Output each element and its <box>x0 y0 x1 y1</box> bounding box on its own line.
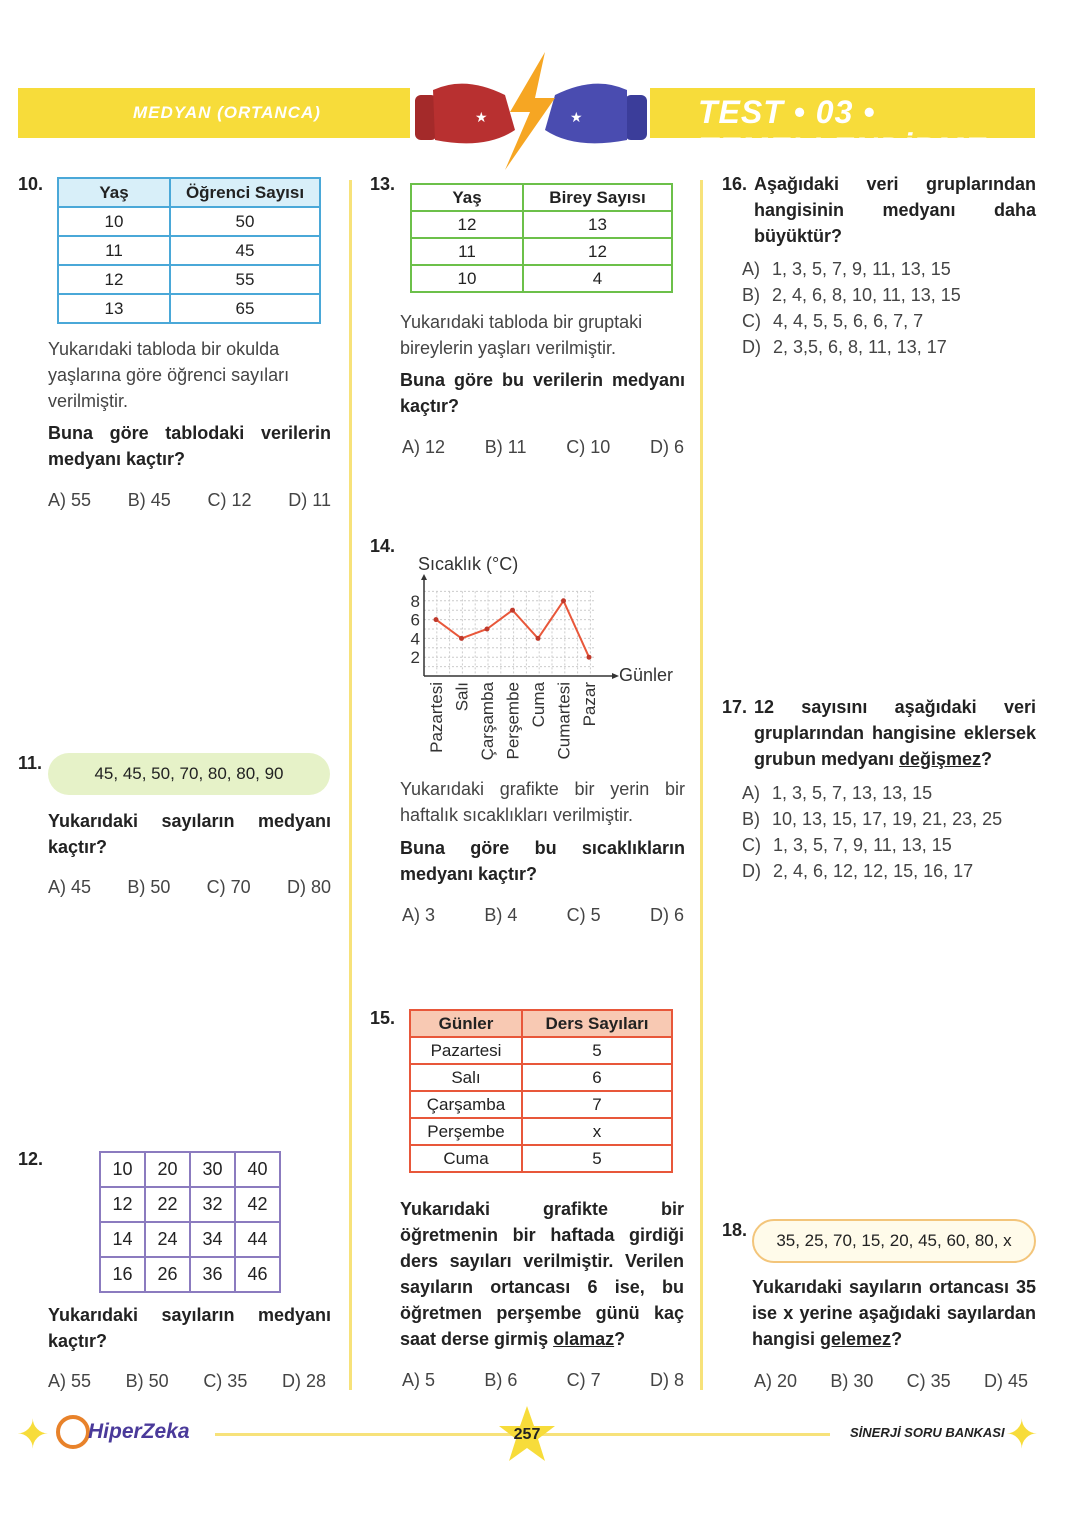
series-name: SİNERJİ SORU BANKASI <box>850 1425 1005 1440</box>
cell: 24 <box>145 1222 190 1257</box>
temperature-line-chart <box>390 550 710 775</box>
cell: Salı <box>410 1064 522 1091</box>
column-header: Birey Sayısı <box>523 184 672 211</box>
table-row <box>411 265 672 292</box>
option-d[interactable]: D) 28 <box>281 1371 326 1391</box>
question-prompt <box>400 1196 684 1352</box>
cell: 7 <box>522 1091 672 1118</box>
cell: 12 <box>411 211 523 238</box>
cell: 36 <box>190 1257 235 1292</box>
data-point <box>459 636 464 641</box>
cell: 14 <box>100 1222 145 1257</box>
question-number: 18. <box>722 1220 748 1240</box>
cell: Perşembe <box>410 1118 522 1145</box>
table-row <box>410 1091 672 1118</box>
answer-options <box>754 1371 1028 1392</box>
cell: x <box>522 1118 672 1145</box>
option-d[interactable]: D) 6 <box>649 437 684 457</box>
table-row <box>411 238 672 265</box>
emphasis: değişmez <box>899 749 982 769</box>
option-value: 2, 4, 6, 12, 12, 15, 16, 17 <box>773 861 974 881</box>
option-b[interactable]: B) 11 <box>484 437 527 457</box>
column-header: Yaş <box>58 178 170 207</box>
option-value: 2, 4, 6, 8, 10, 11, 13, 15 <box>772 285 961 305</box>
table-row <box>411 211 672 238</box>
data-point <box>434 617 439 622</box>
cell: 6 <box>522 1064 672 1091</box>
table-row <box>58 207 320 236</box>
option-a[interactable]: A) 3 <box>402 905 436 925</box>
table-row <box>410 1037 672 1064</box>
question-prompt: Buna göre bu verilerin medyanı kaçtır? <box>400 370 685 416</box>
x-tick-label: Cuma <box>529 682 548 728</box>
star-icon: ✦ <box>1005 1413 1039 1457</box>
prompt-end: ? <box>614 1329 626 1349</box>
column-header: Öğrenci Sayısı <box>170 178 320 207</box>
answer-options <box>48 490 331 511</box>
table-row <box>410 1064 672 1091</box>
option-letter: C) <box>742 835 761 855</box>
cell: 13 <box>523 211 672 238</box>
question-number: 14. <box>370 536 396 556</box>
cell: 45 <box>170 236 320 265</box>
cell: 13 <box>58 294 170 323</box>
question-number: 12. <box>18 1149 44 1169</box>
cell: 12 <box>523 238 672 265</box>
option-b[interactable] <box>742 282 961 308</box>
y-axis-arrow <box>421 574 427 580</box>
cell: 12 <box>100 1187 145 1222</box>
y-axis-label: Sıcaklık (°C) <box>418 554 519 574</box>
cell: 4 <box>523 265 672 292</box>
lessons-table <box>409 1009 673 1173</box>
option-a[interactable]: A) 12 <box>402 437 446 457</box>
table-row <box>58 265 320 294</box>
answer-options <box>402 1370 684 1391</box>
data-point <box>587 655 592 660</box>
cell: 40 <box>235 1152 280 1187</box>
page-number: 257 <box>513 1426 541 1443</box>
answer-options <box>402 437 684 458</box>
option-d[interactable]: D) 80 <box>286 877 331 897</box>
star-icon: ✦ <box>16 1413 50 1457</box>
option-c[interactable]: C) 10 <box>566 437 611 457</box>
cell: 11 <box>58 236 170 265</box>
topic-title: MEDYAN (ORTANCA) <box>133 103 321 122</box>
option-c[interactable]: C) 7 <box>566 1370 601 1390</box>
cell: Cuma <box>410 1145 522 1172</box>
cell: 5 <box>522 1145 672 1172</box>
cell: 10 <box>411 265 523 292</box>
cell: 46 <box>235 1257 280 1292</box>
question-number: 17. <box>722 697 748 717</box>
cell: 20 <box>145 1152 190 1187</box>
cell: 55 <box>170 265 320 294</box>
x-tick-label: Çarşamba <box>478 682 497 761</box>
cell: 50 <box>170 207 320 236</box>
option-value: 4, 4, 5, 5, 6, 6, 7, 7 <box>773 311 924 331</box>
y-tick-label: 6 <box>410 610 420 630</box>
y-tick-label: 2 <box>410 648 420 668</box>
option-c[interactable] <box>742 832 1002 858</box>
option-a[interactable]: A) 55 <box>48 490 92 510</box>
table-row <box>410 1145 672 1172</box>
cell: 26 <box>145 1257 190 1292</box>
option-letter: A) <box>742 783 760 803</box>
option-d[interactable]: D) 6 <box>649 905 684 925</box>
cell: 10 <box>100 1152 145 1187</box>
x-tick-label: Cumartesi <box>554 682 574 760</box>
column-divider <box>349 180 352 1390</box>
data-point <box>561 598 566 603</box>
answer-options <box>48 1371 326 1392</box>
cell: 5 <box>522 1037 672 1064</box>
brand-logo-icon <box>56 1415 90 1449</box>
x-tick-label: Pazar <box>580 682 599 727</box>
option-d[interactable]: D) 8 <box>649 1370 684 1390</box>
option-a[interactable]: A) 55 <box>48 1371 92 1391</box>
option-d[interactable]: D) 11 <box>288 490 331 510</box>
cell: 16 <box>100 1257 145 1292</box>
option-value: 1, 3, 5, 7, 13, 13, 15 <box>772 783 933 803</box>
option-b[interactable]: B) 4 <box>484 905 518 925</box>
option-a[interactable]: A) 20 <box>754 1371 798 1391</box>
brand-logo <box>88 1420 190 1444</box>
answer-options <box>402 905 684 926</box>
column-header: Günler <box>410 1010 522 1037</box>
option-a[interactable] <box>742 256 961 282</box>
question-number: 11. <box>18 753 43 773</box>
option-d[interactable] <box>742 858 1002 884</box>
svg-text:★: ★ <box>570 109 583 125</box>
table-row <box>58 236 320 265</box>
x-axis-label: Günler <box>619 665 674 685</box>
option-a[interactable]: A) 5 <box>402 1370 436 1390</box>
cell: 30 <box>190 1152 235 1187</box>
cell: 42 <box>235 1187 280 1222</box>
prompt-end: ? <box>981 749 993 769</box>
age-student-table <box>57 177 321 324</box>
table-row <box>58 294 320 323</box>
option-letter: B) <box>742 809 760 829</box>
question-prompt <box>752 1274 1036 1352</box>
y-tick-label: 8 <box>410 591 420 611</box>
option-value: 2, 3,5, 6, 8, 11, 13, 17 <box>773 337 947 357</box>
question-prompt: Buna göre bu sıcaklıkların medyanı kaçtır? <box>400 838 685 884</box>
x-axis-arrow <box>612 673 619 679</box>
answer-options <box>48 877 331 898</box>
option-b[interactable]: B) 6 <box>484 1370 518 1390</box>
option-b[interactable]: B) 30 <box>830 1371 874 1391</box>
number-grid <box>99 1151 281 1293</box>
option-a[interactable]: A) 45 <box>48 877 92 897</box>
cell: Pazartesi <box>410 1037 522 1064</box>
option-c[interactable]: C) 70 <box>206 877 251 897</box>
prompt-text: 12 sayısını aşağıdaki veri gruplarından hangisine eklersek grubun medyanı <box>754 697 1036 769</box>
option-c[interactable]: C) 5 <box>566 905 601 925</box>
option-letter: D) <box>742 337 761 357</box>
x-tick-label: Pazartesi <box>427 682 446 753</box>
cell: 12 <box>58 265 170 294</box>
cell: 34 <box>190 1222 235 1257</box>
option-c[interactable]: C) 35 <box>203 1371 248 1391</box>
option-d[interactable] <box>742 334 961 360</box>
x-tick-label: Perşembe <box>503 682 523 760</box>
option-value: 1, 3, 5, 7, 9, 11, 13, 15 <box>772 259 951 279</box>
option-letter: C) <box>742 311 761 331</box>
number-set: 45, 45, 50, 70, 80, 80, 90 <box>48 753 330 795</box>
question-prompt: Buna göre tablodaki verilerin medyanı kaçtır? <box>48 423 331 469</box>
question-text: Yukarıdaki tabloda bir okulda yaşlarına göre öğrenci sayıları verilmiştir. <box>48 339 290 411</box>
option-c[interactable] <box>742 308 961 334</box>
svg-text:★: ★ <box>475 109 488 125</box>
cell: 22 <box>145 1187 190 1222</box>
y-tick-label: 4 <box>410 629 420 649</box>
test-title: TEST • 03 • TEMELLENDİRME <box>698 94 987 167</box>
option-value: 1, 3, 5, 7, 9, 11, 13, 15 <box>773 835 952 855</box>
option-letter: B) <box>742 285 760 305</box>
topic-banner <box>18 88 410 138</box>
question-number: 13. <box>370 174 396 194</box>
option-b[interactable]: B) 45 <box>127 490 171 510</box>
cell: 65 <box>170 294 320 323</box>
column-header: Yaş <box>411 184 523 211</box>
data-point <box>485 627 490 632</box>
option-c[interactable]: C) 12 <box>207 490 252 510</box>
emphasis: gelemez <box>820 1329 892 1349</box>
question-text: Yukarıdaki grafikte bir yerin bir haftalık sıcaklıkları verilmiştir. <box>400 779 685 825</box>
answer-options <box>742 256 961 360</box>
answer-options <box>742 780 1002 884</box>
cell: 32 <box>190 1187 235 1222</box>
test-banner <box>650 88 1035 167</box>
question-prompt <box>754 694 1036 772</box>
data-point <box>536 636 541 641</box>
cell: 44 <box>235 1222 280 1257</box>
option-a[interactable] <box>742 780 1002 806</box>
boxing-gloves-icon <box>405 50 655 170</box>
column-header: Ders Sayıları <box>522 1010 672 1037</box>
column-divider <box>700 180 703 1390</box>
cell: 11 <box>411 238 523 265</box>
cell: Çarşamba <box>410 1091 522 1118</box>
question-prompt: Yukarıdaki sayıların medyanı kaçtır? <box>48 811 331 857</box>
option-letter: A) <box>742 259 760 279</box>
question-prompt: Aşağıdaki veri gruplarından hangisinin medyanı daha büyüktür? <box>754 174 1036 246</box>
x-tick-label: Salı <box>452 682 472 712</box>
prompt-end: ? <box>891 1329 903 1349</box>
option-b[interactable]: B) 50 <box>125 1371 169 1391</box>
brand-name: HiperZeka <box>88 1420 190 1443</box>
option-letter: D) <box>742 861 761 881</box>
question-number: 15. <box>370 1008 396 1028</box>
question-number: 16. <box>722 174 748 194</box>
emphasis: olamaz <box>553 1329 615 1349</box>
prompt-text: Yukarıdaki grafikte bir öğretmenin bir haftada girdiği ders sayıları verilmiştir. Verilen sayıların ortancası 6 ise, bu öğretmen perşembe günü kaç saat derse girmiş <box>400 1199 684 1349</box>
question-text: Yukarıdaki tabloda bir gruptaki bireylerin yaşları verilmiştir. <box>400 312 643 358</box>
option-b[interactable]: B) 50 <box>127 877 171 897</box>
option-b[interactable] <box>742 806 1002 832</box>
option-c[interactable]: C) 35 <box>906 1371 951 1391</box>
cell: 10 <box>58 207 170 236</box>
prompt-text: Yukarıdaki sayıların ortancası 35 ise x yerine aşağıdaki sayılardan hangisi <box>752 1277 1036 1349</box>
option-d[interactable]: D) 45 <box>983 1371 1028 1391</box>
question-prompt: Yukarıdaki sayıların medyanı kaçtır? <box>48 1305 331 1351</box>
table-row <box>410 1118 672 1145</box>
question-number: 10. <box>18 174 44 194</box>
option-value: 10, 13, 15, 17, 19, 21, 23, 25 <box>772 809 1003 829</box>
data-point <box>510 608 515 613</box>
number-set: 35, 25, 70, 15, 20, 45, 60, 80, x <box>752 1219 1036 1263</box>
age-person-table <box>410 183 673 293</box>
